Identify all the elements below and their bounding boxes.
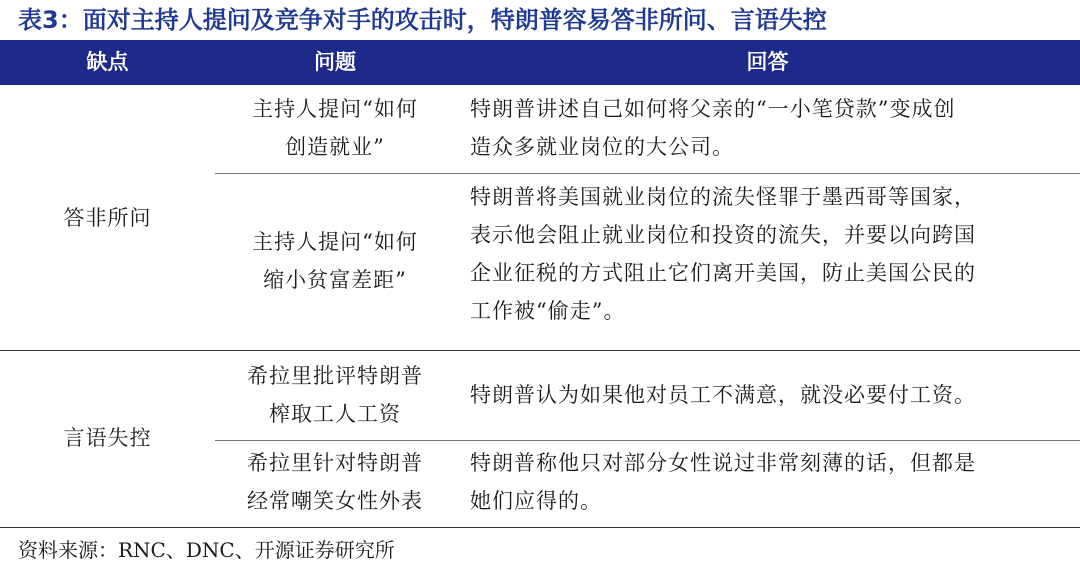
table-header bbox=[0, 40, 1080, 85]
header-answer: 回答 bbox=[746, 50, 789, 74]
table-title: 表3：面对主持人提问及竞争对手的攻击时，特朗普容易答非所问、言语失控 bbox=[18, 6, 827, 34]
source-note: 资料来源：RNC、DNC、开源证券研究所 bbox=[18, 538, 395, 562]
category-cell: 答非所问 bbox=[63, 206, 152, 230]
question-line: 榨取工人工资 bbox=[269, 402, 401, 426]
question-line: 缩小贫富差距” bbox=[263, 268, 407, 292]
question-line: 创造就业” bbox=[285, 135, 385, 159]
question-cell bbox=[215, 357, 455, 433]
answer-line: 企业征税的方式阻止它们离开美国，防止美国公民的 bbox=[470, 261, 976, 285]
answer-line: 她们应得的。 bbox=[470, 489, 602, 513]
question-line: 主持人提问“如何 bbox=[252, 97, 418, 121]
answer-cell bbox=[470, 444, 1070, 520]
answer-cell bbox=[470, 178, 1070, 330]
question-cell bbox=[215, 444, 455, 520]
group-divider bbox=[0, 350, 1080, 351]
header-weakness: 缺点 bbox=[86, 50, 129, 74]
answer-line: 特朗普将美国就业岗位的流失怪罪于墨西哥等国家， bbox=[470, 185, 976, 209]
answer-line: 工作被“偷走”。 bbox=[470, 299, 626, 323]
question-line: 经常嘲笑女性外表 bbox=[247, 489, 423, 513]
row-divider bbox=[215, 440, 1080, 441]
question-line: 希拉里针对特朗普 bbox=[247, 451, 423, 475]
category-cell: 言语失控 bbox=[63, 426, 152, 450]
table-bottom-border bbox=[0, 527, 1080, 528]
answer-line: 表示他会阻止就业岗位和投资的流失，并要以向跨国 bbox=[470, 223, 976, 247]
answer-line: 特朗普讲述自己如何将父亲的“一小笔贷款”变成创 bbox=[470, 97, 956, 121]
question-line: 希拉里批评特朗普 bbox=[247, 364, 423, 388]
question-cell bbox=[215, 223, 455, 299]
question-line: 主持人提问“如何 bbox=[252, 230, 418, 254]
answer-line: 特朗普认为如果他对员工不满意，就没必要付工资。 bbox=[470, 383, 976, 407]
answer-line: 造众多就业岗位的大公司。 bbox=[470, 135, 734, 159]
header-question: 问题 bbox=[314, 50, 356, 74]
answer-cell bbox=[470, 376, 1070, 414]
row-divider bbox=[215, 173, 1080, 174]
answer-cell bbox=[470, 90, 1070, 166]
answer-line: 特朗普称他只对部分女性说过非常刻薄的话，但都是 bbox=[470, 451, 976, 475]
question-cell bbox=[215, 90, 455, 166]
